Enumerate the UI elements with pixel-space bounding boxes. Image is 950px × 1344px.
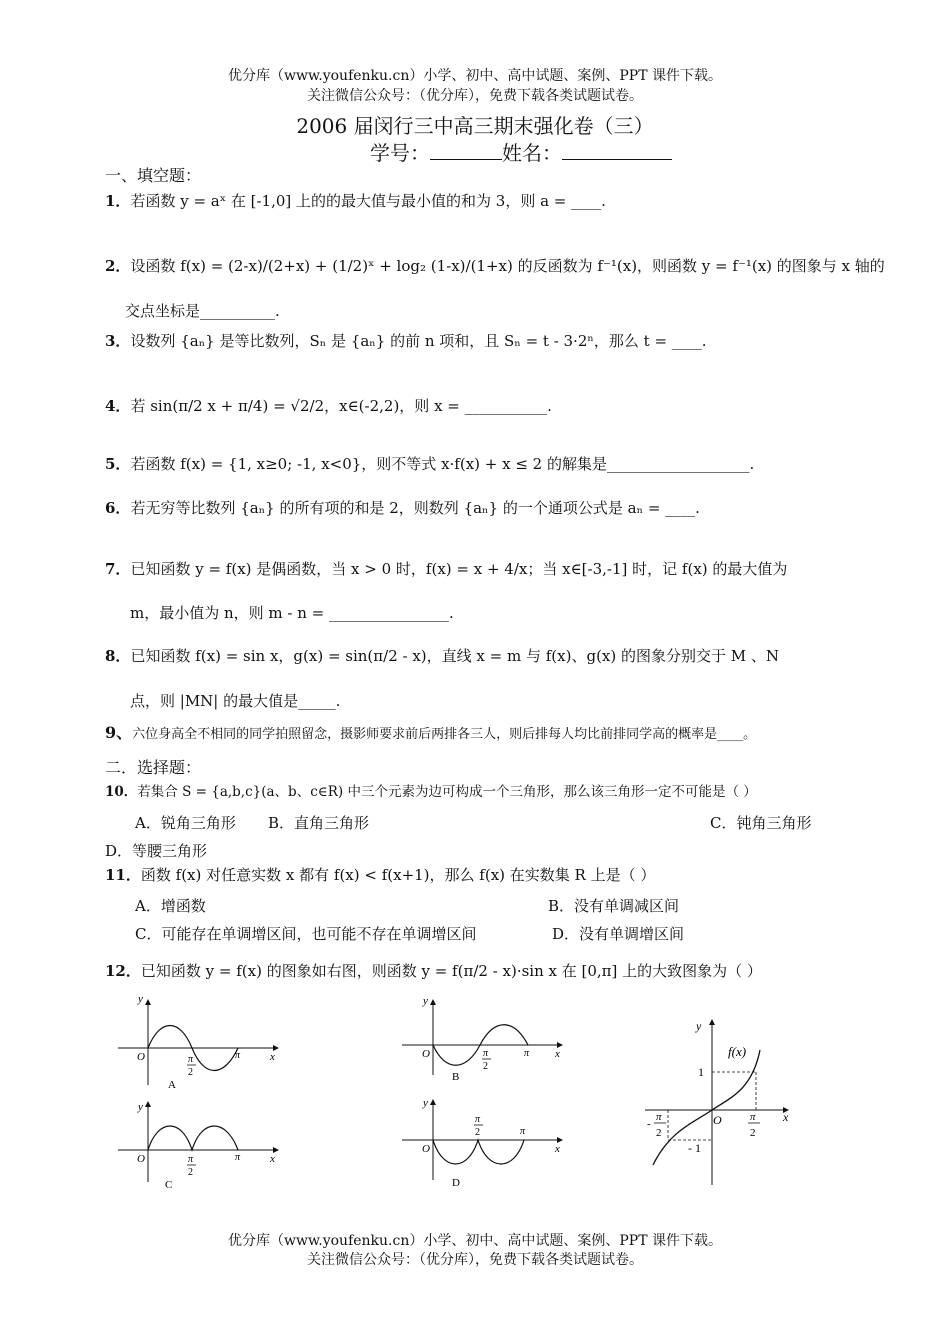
graph-c-origin: O bbox=[137, 1153, 145, 1165]
graph-a-label: A bbox=[168, 1079, 176, 1091]
ref-origin: O bbox=[713, 1113, 722, 1127]
question-1 bbox=[105, 190, 606, 211]
student-id-label: 学号： bbox=[370, 141, 430, 165]
q6-number: 6． bbox=[105, 499, 131, 517]
question-7-cont: m，最小值为 n，则 m - n = ________________. bbox=[130, 604, 454, 622]
q3-number: 3． bbox=[105, 332, 131, 350]
q11-option-d[interactable]: D．没有单调增区间 bbox=[552, 925, 685, 943]
header-line-1: 优分库（www.youfenku.cn）小学、初中、高中试题、案例、PPT 课件下载。 bbox=[227, 68, 722, 84]
graph-a[interactable] bbox=[118, 993, 278, 1091]
page-title: 2006 届闵行三中高三期末强化卷（三） bbox=[296, 114, 654, 138]
graph-b-tick-bot: 2 bbox=[483, 1061, 488, 1072]
graph-b-origin: O bbox=[422, 1048, 430, 1060]
question-2 bbox=[105, 255, 885, 276]
reference-fx-graph bbox=[645, 1019, 789, 1185]
q10-option-a[interactable]: A．锐角三角形 bbox=[135, 814, 236, 832]
graph-d-label: D bbox=[452, 1177, 460, 1189]
graph-a-origin: O bbox=[137, 1051, 145, 1063]
graph-b[interactable] bbox=[402, 995, 562, 1083]
q10-option-b[interactable]: B．直角三角形 bbox=[268, 814, 370, 832]
graph-b-x-label: x bbox=[555, 1048, 560, 1060]
section-1-heading: 一、填空题： bbox=[105, 166, 202, 185]
q3-text: 设数列 {aₙ} 是等比数列，Sₙ 是 {aₙ} 的前 n 项和，且 Sₙ = t - 3·2ⁿ，那么 t = ____. bbox=[130, 332, 707, 350]
graph-c-tick-bot: 2 bbox=[188, 1167, 193, 1178]
graph-b-tick-top: π bbox=[483, 1048, 489, 1059]
graph-c-label: C bbox=[165, 1179, 173, 1191]
q4-number: 4． bbox=[105, 397, 131, 415]
q1-number: 1． bbox=[105, 192, 131, 210]
student-id-blank bbox=[430, 141, 502, 160]
q12-number: 12． bbox=[105, 962, 141, 980]
q7-text: 已知函数 y = f(x) 是偶函数，当 x > 0 时，f(x) = x + 4/x；当 x∈[-3,-1] 时，记 f(x) 的最大值为 bbox=[130, 560, 788, 578]
question-4 bbox=[105, 395, 552, 416]
q10-option-d[interactable]: D．等腰三角形 bbox=[105, 842, 208, 860]
section-2-heading: 二．选择题： bbox=[105, 758, 202, 777]
q5-text: 若函数 f(x) = {1, x≥0; -1, x<0}，则不等式 x·f(x) + x ≤ 2 的解集是___________________. bbox=[130, 455, 755, 473]
q2-text: 设函数 f(x) = (2-x)/(2+x) + (1/2)ˣ + log₂ (1-x)/(1+x) 的反函数为 f⁻¹(x)，则函数 y = f⁻¹(x) 的图象与 x 轴的 bbox=[130, 257, 885, 275]
ref-x-label: x bbox=[783, 1110, 789, 1124]
graph-d-origin: O bbox=[422, 1143, 430, 1155]
q7-number: 7． bbox=[105, 560, 131, 578]
graph-a-tick-bot: 2 bbox=[188, 1067, 193, 1078]
graph-c-x-label: x bbox=[270, 1153, 275, 1165]
graph-c-tick-top: π bbox=[188, 1154, 194, 1165]
graph-a-x-label: x bbox=[270, 1051, 275, 1063]
q4-text: 若 sin(π/2 x + π/4) = √2/2，x∈(-2,2)，则 x = ___________. bbox=[130, 397, 552, 415]
question-9 bbox=[105, 720, 756, 743]
ref-half-bot: 2 bbox=[750, 1127, 756, 1139]
ref-neg-sign: - bbox=[647, 1118, 651, 1130]
ref-neg-half-top: π bbox=[656, 1111, 662, 1123]
ref-half-top: π bbox=[750, 1111, 756, 1123]
graph-d-pi: π bbox=[520, 1126, 526, 1137]
q1-text: 若函数 y = aˣ 在 [-1,0] 上的的最大值与最小值的和为 3，则 a = ____. bbox=[130, 192, 606, 210]
graph-d-x-label: x bbox=[555, 1143, 560, 1155]
graph-d-y-label: y bbox=[423, 1097, 428, 1109]
ref-y-label: y bbox=[696, 1019, 702, 1033]
q10-text: 若集合 S = {a,b,c}(a、b、c∈R) 中三个元素为边可构成一个三角形，那么该三角形一定不可能是（ ） bbox=[137, 784, 757, 800]
q10-option-c[interactable]: C．钝角三角形 bbox=[710, 814, 812, 832]
q11-number: 11． bbox=[105, 866, 141, 884]
q11-option-b[interactable]: B．没有单调减区间 bbox=[548, 897, 680, 915]
q12-graphs bbox=[100, 990, 820, 1200]
student-name-blank bbox=[562, 141, 672, 160]
question-5 bbox=[105, 453, 754, 474]
q5-number: 5． bbox=[105, 455, 131, 473]
graph-c[interactable] bbox=[118, 1101, 278, 1191]
question-11 bbox=[105, 864, 655, 885]
graph-d-tick-top: π bbox=[475, 1114, 481, 1125]
question-6 bbox=[105, 497, 700, 518]
graph-b-pi: π bbox=[524, 1048, 530, 1059]
graph-b-label: B bbox=[452, 1071, 460, 1083]
q8-number: 8． bbox=[105, 647, 131, 665]
graph-b-y-label: y bbox=[423, 995, 428, 1007]
graph-c-y-label: y bbox=[138, 1101, 143, 1113]
graph-a-tick-top: π bbox=[188, 1054, 194, 1065]
q12-text: 已知函数 y = f(x) 的图象如右图，则函数 y = f(π/2 - x)·sin x 在 [0,π] 上的大致图象为（ ） bbox=[140, 962, 762, 980]
footer-line-1: 优分库（www.youfenku.cn）小学、初中、高中试题、案例、PPT 课件下载。 bbox=[227, 1233, 722, 1249]
student-name-label: 姓名： bbox=[502, 141, 562, 165]
q11-option-a[interactable]: A．增函数 bbox=[135, 897, 206, 915]
id-name-line bbox=[370, 137, 672, 166]
q2-number: 2． bbox=[105, 257, 131, 275]
q11-option-c[interactable]: C．可能存在单调增区间，也可能不存在单调增区间 bbox=[135, 925, 477, 943]
graph-d-tick-bot: 2 bbox=[475, 1127, 480, 1138]
ref-neg-half-bot: 2 bbox=[656, 1127, 662, 1139]
ref-one-label: 1 bbox=[698, 1065, 704, 1079]
footer-line-2: 关注微信公众号：（优分库），免费下载各类试题试卷。 bbox=[307, 1252, 643, 1268]
q11-text: 函数 f(x) 对任意实数 x 都有 f(x) < f(x+1)，那么 f(x) 在实数集 R 上是（ ） bbox=[140, 866, 656, 884]
question-2-cont: 交点坐标是__________. bbox=[125, 302, 280, 320]
ref-neg-one-label: - 1 bbox=[688, 1141, 701, 1155]
graph-c-pi: π bbox=[235, 1152, 241, 1163]
q10-number: 10． bbox=[105, 784, 138, 800]
question-8-cont: 点，则 |MN| 的最大值是_____. bbox=[130, 692, 341, 710]
question-10 bbox=[105, 780, 757, 800]
q6-text: 若无穷等比数列 {aₙ} 的所有项的和是 2，则数列 {aₙ} 的一个通项公式是 aₙ = ____. bbox=[130, 499, 700, 517]
question-8 bbox=[105, 645, 779, 666]
graph-d[interactable] bbox=[402, 1097, 562, 1189]
ref-fx-label: f(x) bbox=[728, 1044, 747, 1059]
graph-a-pi: π bbox=[235, 1050, 241, 1061]
header-line-2: 关注微信公众号：（优分库），免费下载各类试题试卷。 bbox=[307, 88, 643, 104]
question-3 bbox=[105, 330, 707, 351]
q9-text: 六位身高全不相同的同学拍照留念，摄影师要求前后两排各三人，则后排每人均比前排同学高的概率是____。 bbox=[132, 727, 757, 742]
q8-text: 已知函数 f(x) = sin x，g(x) = sin(π/2 - x)，直线 x = m 与 f(x)、g(x) 的图象分别交于 M 、N bbox=[130, 647, 780, 665]
question-7 bbox=[105, 558, 787, 579]
graph-a-y-label: y bbox=[138, 993, 143, 1005]
q9-number: 9、 bbox=[105, 723, 133, 742]
question-12 bbox=[105, 960, 762, 981]
